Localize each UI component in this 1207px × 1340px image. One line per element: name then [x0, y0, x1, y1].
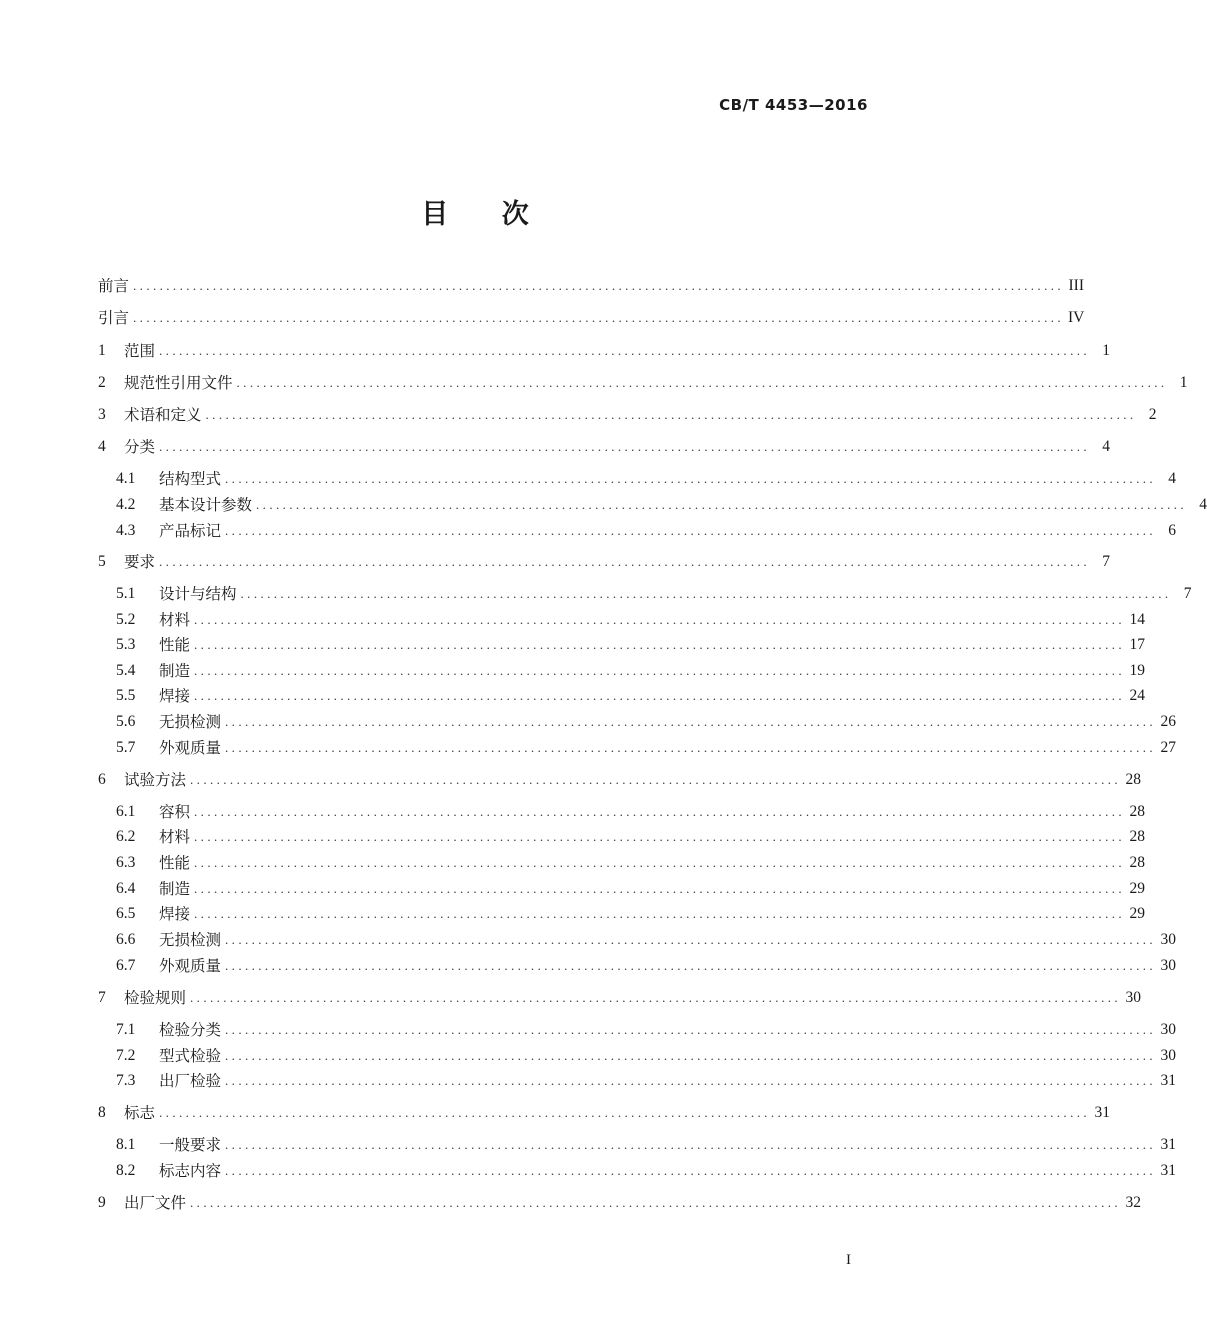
- toc-entry-page: 30: [1160, 1021, 1177, 1038]
- toc-entry-number: 5.7: [116, 739, 136, 756]
- toc-entry-page: 28: [1129, 854, 1146, 871]
- toc-leader-dots: ............................................................................................................................................: [159, 343, 1091, 358]
- toc-entry-number: 6.2: [116, 828, 136, 845]
- toc-leader-dots: ............................................................................................................................................: [205, 407, 1137, 422]
- toc-entry-label: 出厂检验: [159, 1072, 222, 1090]
- toc-entry-number: 8: [98, 1104, 106, 1121]
- toc-leader-dots: ............................................................................................................................................: [194, 663, 1126, 678]
- toc-entry: [116, 1044, 1177, 1068]
- toc-entry-page: 30: [1125, 989, 1142, 1006]
- toc-leader-dots: ............................................................................................................................................: [225, 471, 1157, 486]
- toc-entry: [98, 371, 1188, 395]
- toc-entry-number: 5.2: [116, 611, 136, 628]
- toc-leader-dots: ............................................................................................................................................: [225, 1137, 1157, 1152]
- toc-entry: [116, 1133, 1177, 1157]
- toc-leader-dots: ............................................................................................................................................: [194, 637, 1126, 652]
- toc-entry-label: 外观质量: [159, 957, 222, 975]
- toc-entry-label: 检验分类: [159, 1021, 222, 1039]
- toc-leader-dots: ............................................................................................................................................: [159, 1105, 1091, 1120]
- toc-entry-label: 出厂文件: [124, 1194, 187, 1212]
- toc-entry: [98, 403, 1157, 427]
- toc-entry-label: 分类: [124, 438, 156, 456]
- toc-entry-page: 14: [1129, 611, 1146, 628]
- toc-entry-number: 6.6: [116, 931, 136, 948]
- toc-entry-label: 规范性引用文件: [124, 374, 233, 392]
- toc-leader-dots: ............................................................................................................................................: [225, 1048, 1157, 1063]
- toc-leader-dots: ............................................................................................................................................: [194, 688, 1126, 703]
- toc-entry: [116, 825, 1146, 849]
- toc-entry-label: 前言: [98, 277, 130, 295]
- toc-entry-page: 28: [1129, 803, 1146, 820]
- toc-entry-number: 8.1: [116, 1136, 136, 1153]
- toc-entry-label: 引言: [98, 309, 130, 327]
- toc-entry: [116, 736, 1177, 760]
- toc-entry: [116, 659, 1146, 683]
- toc-entry-number: 3: [98, 406, 106, 423]
- toc-leader-dots: ............................................................................................................................................: [194, 855, 1126, 870]
- toc-entry-page: 4: [1168, 470, 1177, 487]
- toc-title: 目 次: [421, 199, 551, 230]
- toc-entry-label: 材料: [159, 611, 191, 629]
- toc-entry-page: 31: [1094, 1104, 1111, 1121]
- toc-entry-page: 30: [1160, 957, 1177, 974]
- toc-entry-page: 30: [1160, 1047, 1177, 1064]
- toc-entry-label: 焊接: [159, 905, 191, 923]
- toc-leader-dots: ............................................................................................................................................: [194, 804, 1126, 819]
- toc-entry-number: 4: [98, 438, 106, 455]
- toc-entry-page: 31: [1160, 1162, 1177, 1179]
- toc-entry-page: 6: [1168, 522, 1177, 539]
- toc-entry: [116, 877, 1146, 901]
- toc-leader-dots: ............................................................................................................................................: [225, 523, 1157, 538]
- toc-entry: [116, 467, 1177, 491]
- toc-entry-number: 7.1: [116, 1021, 136, 1038]
- toc-entry-page: 29: [1129, 880, 1146, 897]
- toc-entry: [98, 339, 1111, 363]
- toc-leader-dots: ............................................................................................................................................: [190, 990, 1122, 1005]
- toc-leader-dots: ............................................................................................................................................: [225, 1163, 1157, 1178]
- toc-entry-label: 产品标记: [159, 522, 222, 540]
- toc-leader-dots: ............................................................................................................................................: [225, 958, 1157, 973]
- toc-leader-dots: ............................................................................................................................................: [159, 554, 1091, 569]
- toc-entry-label: 要求: [124, 553, 156, 571]
- toc-entry-number: 4.2: [116, 496, 136, 513]
- toc-entry: [98, 274, 1085, 298]
- toc-entry-label: 材料: [159, 828, 191, 846]
- toc-entry: [116, 633, 1146, 657]
- toc-entry-page: 1: [1179, 374, 1188, 391]
- toc-entry-number: 8.2: [116, 1162, 136, 1179]
- toc-entry-number: 6.7: [116, 957, 136, 974]
- toc-entry-label: 标志内容: [159, 1162, 222, 1180]
- toc-entry-number: 2: [98, 374, 106, 391]
- toc-leader-dots: ............................................................................................................................................: [225, 1022, 1157, 1037]
- toc-entry: [98, 986, 1142, 1010]
- toc-entry: [98, 768, 1142, 792]
- toc-entry-page: 32: [1125, 1194, 1142, 1211]
- toc-entry-number: 6.4: [116, 880, 136, 897]
- toc-entry-page: 7: [1183, 585, 1192, 602]
- toc-entry-label: 一般要求: [159, 1136, 222, 1154]
- toc-entry-label: 外观质量: [159, 739, 222, 757]
- toc-leader-dots: ............................................................................................................................................: [256, 497, 1188, 512]
- toc-leader-dots: ............................................................................................................................................: [159, 439, 1091, 454]
- toc-entry-label: 检验规则: [124, 989, 187, 1007]
- toc-leader-dots: ............................................................................................................................................: [236, 375, 1168, 390]
- toc-entry: [116, 851, 1146, 875]
- toc-entry-number: 5.1: [116, 585, 136, 602]
- toc-entry-page: 28: [1125, 771, 1142, 788]
- standard-code: CB/T 4453—2016: [719, 96, 868, 114]
- toc-entry-page: 31: [1160, 1136, 1177, 1153]
- toc-entry-page: 4: [1102, 438, 1111, 455]
- toc-entry-label: 设计与结构: [159, 585, 237, 603]
- toc-entry: [116, 684, 1146, 708]
- toc-entry-page: 28: [1129, 828, 1146, 845]
- toc-entry-page: 31: [1160, 1072, 1177, 1089]
- toc-entry: [116, 519, 1177, 543]
- toc-leader-dots: ............................................................................................................................................: [194, 881, 1126, 896]
- toc-leader-dots: ............................................................................................................................................: [133, 310, 1065, 325]
- toc-entry-number: 5.4: [116, 662, 136, 679]
- toc-entry-number: 6.5: [116, 905, 136, 922]
- toc-leader-dots: ............................................................................................................................................: [240, 586, 1172, 601]
- toc-entry: [116, 582, 1192, 606]
- page-number: I: [846, 1252, 851, 1268]
- toc-entry-label: 焊接: [159, 687, 191, 705]
- toc-entry-page: 30: [1160, 931, 1177, 948]
- toc-entry: [116, 710, 1177, 734]
- toc-entry-page: 26: [1160, 713, 1177, 730]
- toc-entry-label: 制造: [159, 880, 191, 898]
- toc-entry: [98, 1101, 1111, 1125]
- toc-entry-page: IV: [1068, 309, 1085, 326]
- toc-entry-label: 结构型式: [159, 470, 222, 488]
- toc-entry-number: 7: [98, 989, 106, 1006]
- toc-entry-number: 4.1: [116, 470, 136, 487]
- toc-entry-number: 5: [98, 553, 106, 570]
- toc-entry-label: 范围: [124, 342, 156, 360]
- toc-entry: [116, 1069, 1177, 1093]
- toc-leader-dots: ............................................................................................................................................: [225, 714, 1157, 729]
- toc-entry-number: 7.3: [116, 1072, 136, 1089]
- toc-leader-dots: ............................................................................................................................................: [190, 772, 1122, 787]
- toc-entry-label: 术语和定义: [124, 406, 202, 424]
- toc-entry: [116, 608, 1146, 632]
- toc-entry-label: 性能: [159, 636, 191, 654]
- toc-entry-label: 无损检测: [159, 931, 222, 949]
- toc-entry: [116, 928, 1177, 952]
- toc-entry-label: 容积: [159, 803, 191, 821]
- toc-entry: [116, 902, 1146, 926]
- toc-entry: [98, 306, 1085, 330]
- toc-entry-number: 7.2: [116, 1047, 136, 1064]
- toc-entry: [98, 550, 1111, 574]
- toc-entry-page: 1: [1102, 342, 1111, 359]
- toc-entry: [116, 493, 1207, 517]
- toc-entry: [116, 1159, 1177, 1183]
- toc-entry: [116, 800, 1146, 824]
- toc-entry-page: 7: [1102, 553, 1111, 570]
- toc-entry-number: 5.6: [116, 713, 136, 730]
- toc-entry-page: III: [1068, 277, 1085, 294]
- toc-entry-number: 9: [98, 1194, 106, 1211]
- toc-leader-dots: ............................................................................................................................................: [225, 1073, 1157, 1088]
- toc-leader-dots: ............................................................................................................................................: [225, 740, 1157, 755]
- toc-entry-number: 4.3: [116, 522, 136, 539]
- toc-entry: [116, 1018, 1177, 1042]
- toc-entry-label: 基本设计参数: [159, 496, 253, 514]
- toc-leader-dots: ............................................................................................................................................: [225, 932, 1157, 947]
- toc-entry-label: 标志: [124, 1104, 156, 1122]
- toc-entry-label: 性能: [159, 854, 191, 872]
- toc-entry-number: 6.1: [116, 803, 136, 820]
- toc-leader-dots: ............................................................................................................................................: [190, 1195, 1122, 1210]
- toc-entry-number: 6: [98, 771, 106, 788]
- toc-entry-number: 6.3: [116, 854, 136, 871]
- toc-entry-page: 24: [1129, 687, 1146, 704]
- toc-entry: [98, 1191, 1142, 1215]
- toc-entry-number: 1: [98, 342, 106, 359]
- toc-entry-label: 制造: [159, 662, 191, 680]
- toc-entry-number: 5.5: [116, 687, 136, 704]
- toc-entry-label: 试验方法: [124, 771, 187, 789]
- toc-entry-page: 27: [1160, 739, 1177, 756]
- toc-entry-page: 2: [1148, 406, 1157, 423]
- toc-entry-number: 5.3: [116, 636, 136, 653]
- toc-entry-label: 型式检验: [159, 1047, 222, 1065]
- toc-leader-dots: ............................................................................................................................................: [194, 612, 1126, 627]
- toc-entry-page: 29: [1129, 905, 1146, 922]
- toc-entry: [98, 435, 1111, 459]
- toc-leader-dots: ............................................................................................................................................: [194, 829, 1126, 844]
- toc-entry-label: 无损检测: [159, 713, 222, 731]
- toc-entry-page: 4: [1199, 496, 1207, 513]
- toc-entry-page: 17: [1129, 636, 1146, 653]
- toc-leader-dots: ............................................................................................................................................: [133, 278, 1065, 293]
- toc-leader-dots: ............................................................................................................................................: [194, 906, 1126, 921]
- toc-entry-page: 19: [1129, 662, 1146, 679]
- toc-entry: [116, 954, 1177, 978]
